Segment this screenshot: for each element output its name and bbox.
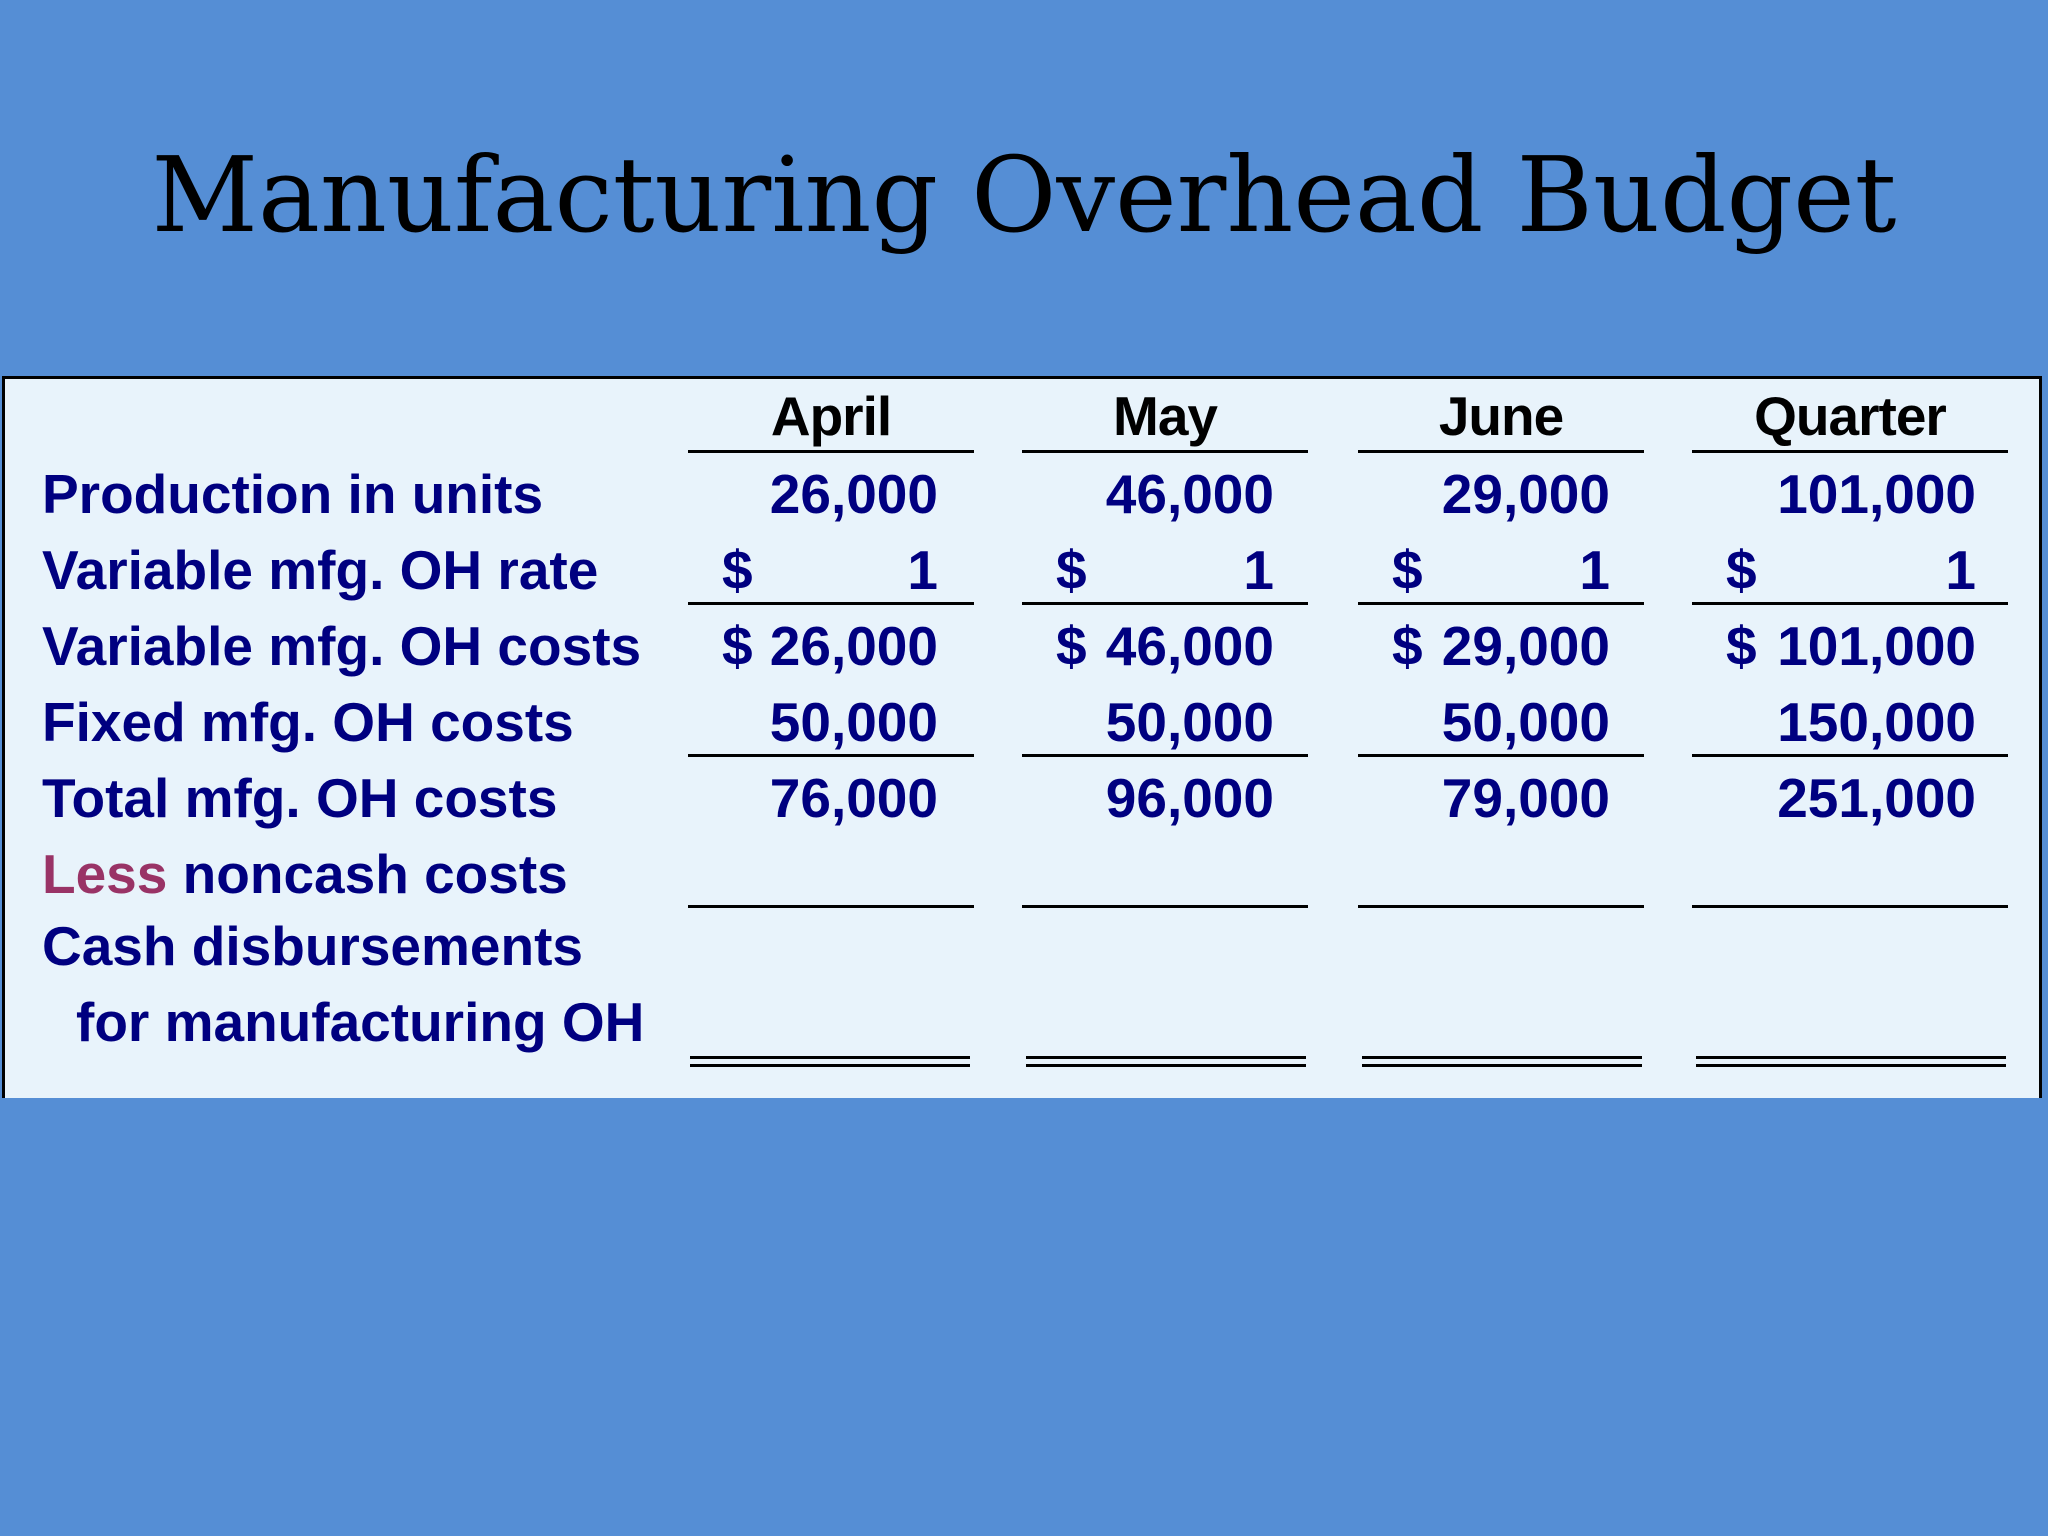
- cash-double-underline: [690, 1056, 970, 1067]
- production-may: 46,000: [1105, 463, 1274, 525]
- cash-double-underline: [1362, 1056, 1642, 1067]
- fixed-costs-quarter: 150,000: [1777, 691, 1976, 753]
- row-label-rate: Variable mfg. OH rate: [42, 539, 599, 601]
- fixed-underline: [1692, 754, 2008, 757]
- rate-april-currency: $: [722, 539, 753, 601]
- noncash-label-rest: noncash costs: [167, 843, 568, 905]
- row-label-cash-disbursements-line2: for manufacturing OH: [76, 991, 645, 1053]
- rate-underline: [688, 602, 974, 605]
- row-label-production: Production in units: [42, 463, 544, 525]
- rate-june: 1: [1579, 539, 1610, 601]
- slide-title: Manufacturing Overhead Budget: [151, 134, 1897, 256]
- variable-costs-quarter: 101,000: [1777, 615, 1976, 677]
- fixed-costs-may: 50,000: [1105, 691, 1274, 753]
- noncash-underline: [1692, 905, 2008, 908]
- column-header-june: June: [1438, 385, 1564, 447]
- noncash-underline: [688, 905, 974, 908]
- variable-costs-june-currency: $: [1392, 615, 1423, 677]
- rate-may: 1: [1243, 539, 1274, 601]
- rate-underline: [1692, 602, 2008, 605]
- fixed-underline: [688, 754, 974, 757]
- row-label-variable-costs: Variable mfg. OH costs: [42, 615, 642, 677]
- production-june: 29,000: [1441, 463, 1610, 525]
- fixed-underline: [1022, 754, 1308, 757]
- rate-april: 1: [907, 539, 938, 601]
- rate-may-currency: $: [1056, 539, 1087, 601]
- fixed-costs-june: 50,000: [1441, 691, 1610, 753]
- row-label-fixed-costs: Fixed mfg. OH costs: [42, 691, 574, 753]
- variable-costs-quarter-currency: $: [1726, 615, 1757, 677]
- header-underline: [1022, 450, 1308, 453]
- noncash-underline: [1022, 905, 1308, 908]
- variable-costs-april-currency: $: [722, 615, 753, 677]
- variable-costs-june: 29,000: [1441, 615, 1610, 677]
- total-costs-quarter: 251,000: [1777, 767, 1976, 829]
- cash-double-underline: [1696, 1056, 2006, 1067]
- header-underline: [688, 450, 974, 453]
- less-highlight: Less: [42, 843, 168, 905]
- column-header-quarter: Quarter: [1754, 385, 1946, 447]
- column-header-april: April: [770, 385, 892, 447]
- row-label-total-costs: Total mfg. OH costs: [42, 767, 558, 829]
- rate-quarter: 1: [1945, 539, 1976, 601]
- fixed-underline: [1358, 754, 1644, 757]
- row-label-cash-disbursements-line1: Cash disbursements: [42, 915, 584, 977]
- rate-june-currency: $: [1392, 539, 1423, 601]
- production-quarter: 101,000: [1777, 463, 1976, 525]
- header-underline: [1358, 450, 1644, 453]
- total-costs-may: 96,000: [1105, 767, 1274, 829]
- header-underline: [1692, 450, 2008, 453]
- rate-quarter-currency: $: [1726, 539, 1757, 601]
- rate-underline: [1022, 602, 1308, 605]
- variable-costs-may: 46,000: [1105, 615, 1274, 677]
- fixed-costs-april: 50,000: [769, 691, 938, 753]
- noncash-underline: [1358, 905, 1644, 908]
- column-header-may: May: [1113, 385, 1217, 447]
- variable-costs-april: 26,000: [769, 615, 938, 677]
- rate-underline: [1358, 602, 1644, 605]
- total-costs-april: 76,000: [769, 767, 938, 829]
- variable-costs-may-currency: $: [1056, 615, 1087, 677]
- row-label-noncash: [42, 836, 568, 912]
- cash-double-underline: [1026, 1056, 1306, 1067]
- production-april: 26,000: [769, 463, 938, 525]
- total-costs-june: 79,000: [1441, 767, 1610, 829]
